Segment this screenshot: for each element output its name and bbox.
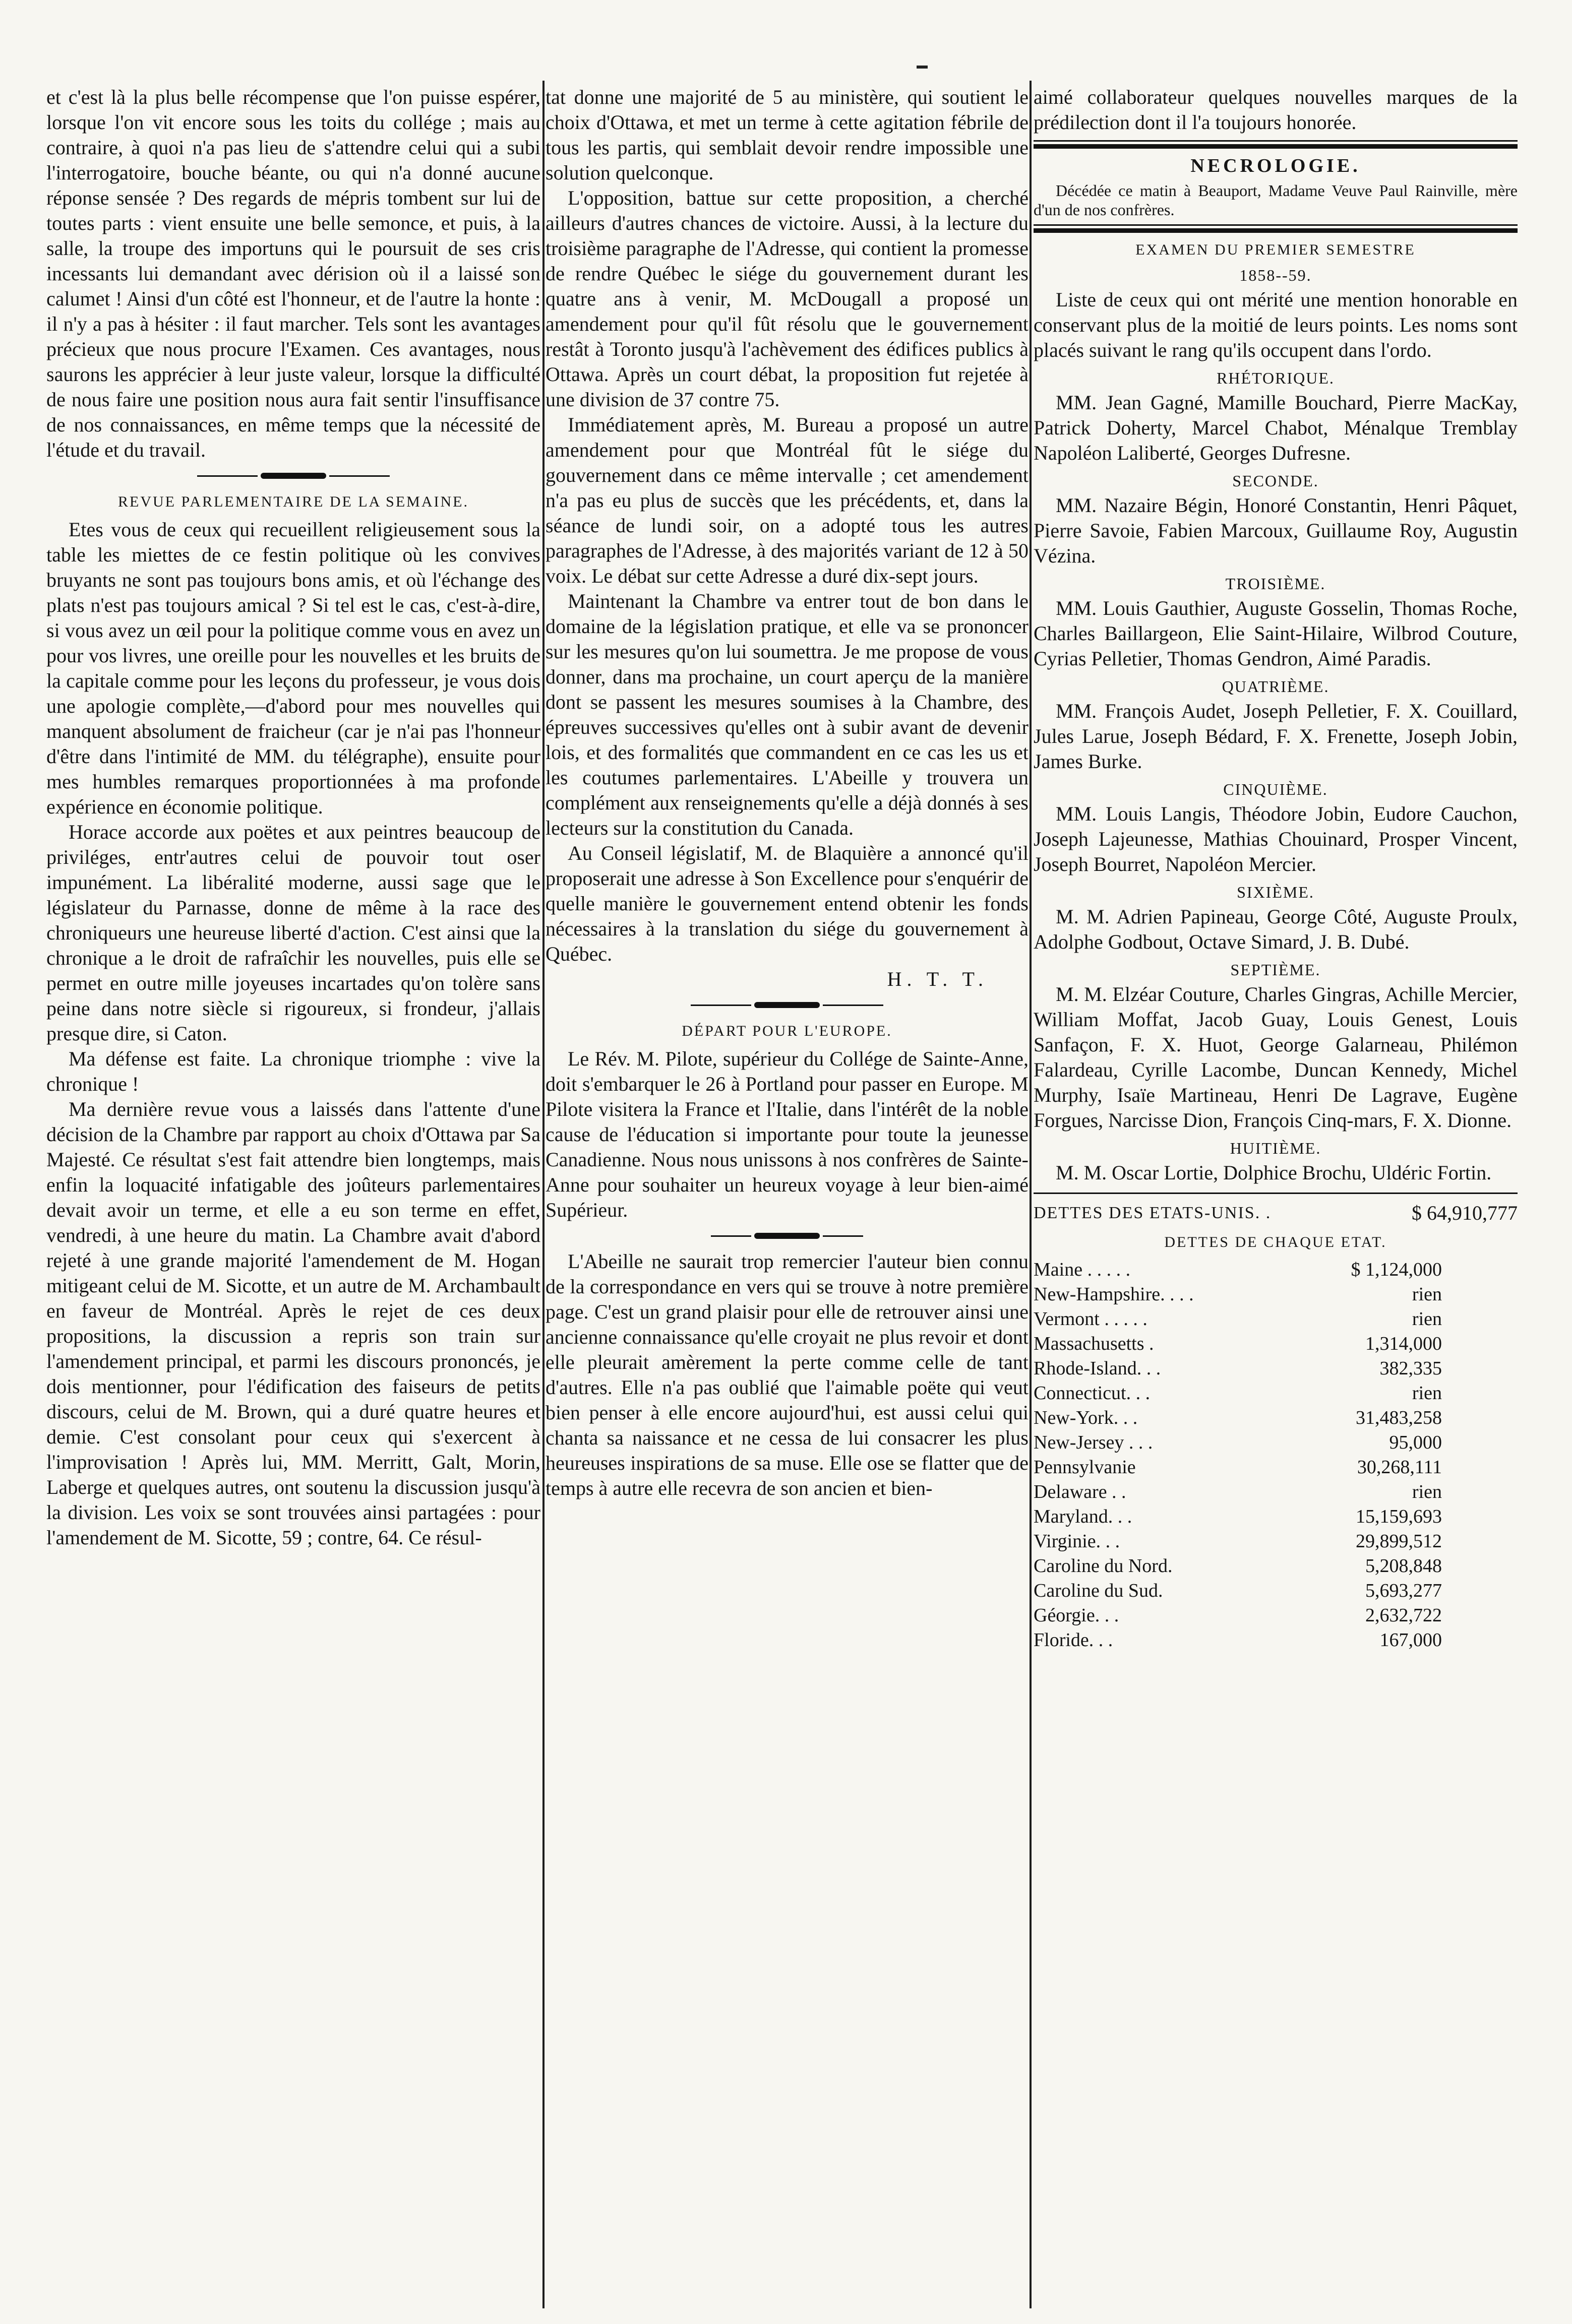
abeille-thanks-paragraph: L'Abeille ne saurait trop remercier l'auteur bien connu de la correspondance en vers qui se trouve à notre première page. C'est un grand plaisir pour elle de retrouver ainsi une ancienne connaissance qu'elle croyait ne plus revoir et dont elle pleurait amèrement la perte comme celle de tant d'autres. Elle n'a pas oublié que l'aimable poëte qui veut bien penser à elle encore aujourd'hui, est aussi celui qui chanta sa naissance et ne cessa de lui consacrer les plus heureuses inspirations de sa muse. Elle ose se flatter que de temps à autre elle recevra de son ancien et bien- xyxy=(546,1250,1029,1499)
us-debt-total xyxy=(1034,1201,1518,1225)
table-row xyxy=(1034,1356,1518,1381)
table-row xyxy=(1034,1258,1518,1282)
class-list-seconde: MM. Nazaire Bégin, Honoré Constantin, Henri Pâquet, Pierre Savoie, Fabien Marcoux, Guillaume Roy, Augustin Vézina. xyxy=(1034,494,1518,567)
revue-paragraph-3: Ma défense est faite. La chronique triomphe : vive la chronique ! xyxy=(46,1047,540,1095)
state-name: New-Hampshire. . . . xyxy=(1034,1284,1194,1305)
state-name: Caroline du Sud. xyxy=(1034,1580,1163,1601)
table-row xyxy=(1034,1504,1518,1529)
state-amount: rien xyxy=(1412,1308,1442,1330)
class-list-huitieme: M. M. Oscar Lortie, Dolphice Brochu, Uldéric Fortin. xyxy=(1056,1161,1492,1184)
state-name: Caroline du Nord. xyxy=(1034,1555,1173,1577)
state-amount: $ 1,124,000 xyxy=(1351,1259,1442,1280)
section-ornament xyxy=(46,467,540,485)
depart-europe-heading: DÉPART POUR L'EUROPE. xyxy=(682,1023,892,1039)
class-heading-huitieme: HUITIÈME. xyxy=(1230,1139,1321,1157)
state-name: Floride. . . xyxy=(1034,1629,1113,1651)
table-row xyxy=(1034,1381,1518,1406)
section-ornament xyxy=(546,996,1029,1014)
revue-paragraph-2: Horace accorde aux poëtes et aux peintres beaucoup de priviléges, entr'autres celui de pouvoir tout oser impunément. La libéralité moderne, aussi sage que le législateur du Parnasse, donne de même à la race des chroniqueurs une heureuse liberté d'action. C'est ainsi que la chronique a le droit de rafraîchir les nouvelles, puis elle se permet en outre mille joyeuses incartades qu'on tolère sans peine dans notre siècle si rigoureux, si frondeur, j'allais presque dire, si Caton. xyxy=(46,821,540,1045)
state-amount: 95,000 xyxy=(1389,1432,1442,1453)
state-amount: 2,632,722 xyxy=(1365,1605,1442,1626)
necrologie-heading: NECROLOGIE. xyxy=(1190,155,1361,176)
state-name: Vermont . . . . . xyxy=(1034,1308,1147,1330)
class-heading-troisieme: TROISIÈME. xyxy=(1225,575,1326,593)
table-row xyxy=(1034,1480,1518,1504)
bureau-amendment-paragraph: Immédiatement après, M. Bureau a proposé un autre amendement pour que Montréal fût le siége du gouvernement dans ce même intervalle ; cet amendement n'a pas eu plus de succès que les précédents, et, dans la séance de lundi soir, on a adopté tous les autres paragraphes de l'Adresse, à des majorités variant de 12 à 50 voix. Le débat sur cette Adresse a duré dix-sept jours. xyxy=(546,413,1029,587)
state-name: Virginie. . . xyxy=(1034,1531,1120,1552)
column-rule-left xyxy=(542,81,545,2308)
abeille-continuation-paragraph: aimé collaborateur quelques nouvelles marques de la prédilection dont il l'a toujours honorée. xyxy=(1034,86,1518,134)
depart-europe-paragraph: Le Rév. M. Pilote, supérieur du Collége de Sainte-Anne, doit s'embarquer le 26 à Portland pour passer en Europe. M Pilote visitera la France et l'Italie, dans l'intérêt de la noble cause de l'éducation si importante pour toute la jeunesse Canadienne. Nous nous unissons à nos confrères de Sainte-Anne pour souhaiter un heureux voyage à leur bien-aimé Supérieur. xyxy=(546,1047,1029,1221)
us-debt-total-label: DETTES DES ETATS-UNIS. . xyxy=(1034,1204,1272,1222)
section-ornament xyxy=(546,1227,1029,1245)
state-name: Delaware . . xyxy=(1034,1481,1126,1502)
section-rule xyxy=(1034,1192,1518,1194)
state-name: Connecticut. . . xyxy=(1034,1383,1151,1404)
class-heading-rhetorique: RHÉTORIQUE. xyxy=(1217,369,1335,387)
state-amount: 29,899,512 xyxy=(1356,1531,1442,1552)
state-name: Massachusetts . xyxy=(1034,1333,1154,1354)
examen-intro: Liste de ceux qui ont mérité une mention honorable en conservant plus de la moitié de leurs points. Les noms sont placés suivant le rang qu'ils occupent dans l'ordo. xyxy=(1034,288,1518,361)
state-amount: 15,159,693 xyxy=(1356,1506,1442,1527)
table-row xyxy=(1034,1282,1518,1307)
column-middle xyxy=(546,85,1029,2302)
double-rule xyxy=(1034,224,1518,233)
table-row xyxy=(1034,1332,1518,1356)
state-name: New-York. . . xyxy=(1034,1407,1138,1428)
class-list-quatrieme: MM. François Audet, Joseph Pelletier, F. X. Couillard, Jules Larue, Joseph Bédard, F. X. Frenette, Joseph Jobin, James Burke. xyxy=(1034,700,1518,773)
column-left xyxy=(46,85,540,2302)
state-amount: 1,314,000 xyxy=(1365,1333,1442,1354)
state-amount: 5,693,277 xyxy=(1365,1580,1442,1601)
author-signature: H. T. T. xyxy=(887,968,988,990)
class-list-troisieme: MM. Louis Gauthier, Auguste Gosselin, Thomas Roche, Charles Baillargeon, Elie Saint-Hilaire, Wilbrod Couture, Cyrias Pelletier, Thomas Gendron, Aimé Paradis. xyxy=(1034,597,1518,670)
state-name: New-Jersey . . . xyxy=(1034,1432,1153,1453)
printer-mark xyxy=(917,66,928,69)
table-row xyxy=(1034,1406,1518,1430)
revue-paragraph-4: Ma dernière revue vous a laissés dans l'attente d'une décision de la Chambre par rapport au choix d'Ottawa par Sa Majesté. Ce résultat s'est fait attendre bien longtemps, mais enfin la loquacité infatigable des joûteurs parlementaires devait avoir un terme, et elle a eu son terme en effet, vendredi, à une heure du matin. La Chambre avait d'abord rejeté à une grande majorité l'amendement de M. Hogan mitigeant celui de M. Sicotte, et un autre de M. Archambault en faveur de Montréal. Après le rejet de ces deux propositions, la discussion a repris son train sur l'amendement principal, et parmi les discours prononcés, je dois mentionner, pour l'édification des faiseurs de petits discours, celui de M. Brown, qui a duré quatre heures et demie. C'est consolant pour ceux qui s'exercent à l'improvisation ! Après lui, MM. Merritt, Galt, Morin, Laberge et quelques autres, ont soutenu la discussion jusqu'à la division. Les voix se sont trouvées ainsi partagées : pour l'amendement de M. Sicotte, 59 ; contre, 64. Ce résul- xyxy=(46,1098,540,1549)
class-heading-seconde: SECONDE. xyxy=(1232,472,1319,490)
class-list-rhetorique: MM. Jean Gagné, Mamille Bouchard, Pierre MacKay, Patrick Doherty, Marcel Chabot, Ménalque Tremblay Napoléon Laliberté, Georges Dufresne. xyxy=(1034,391,1518,464)
state-debts-table xyxy=(1034,1258,1518,1653)
table-row xyxy=(1034,1603,1518,1628)
state-amount: 31,483,258 xyxy=(1356,1407,1442,1428)
conseil-legislatif-paragraph: Au Conseil législatif, M. de Blaquière a annoncé qu'il proposerait une adresse à Son Excellence pour s'enquérir de quelle manière le gouvernement entend obtenir les fonds nécessaires à la translation du siége du gouvernement à Québec. xyxy=(546,842,1029,965)
state-name: Pennsylvanie xyxy=(1034,1457,1136,1478)
column-right xyxy=(1034,85,1518,2302)
examen-heading: EXAMEN DU PREMIER SEMESTRE xyxy=(1135,241,1416,258)
necrologie-notice: Décédée ce matin à Beauport, Madame Veuve Paul Rainville, mère d'un de nos confrères. xyxy=(1034,181,1518,219)
examen-years: 1858--59. xyxy=(1239,266,1312,284)
state-amount: 5,208,848 xyxy=(1365,1555,1442,1577)
class-list-cinquieme: MM. Louis Langis, Théodore Jobin, Eudore Cauchon, Joseph Lajeunesse, Mathias Chouinard, Prosper Vincent, Joseph Bourret, Napoléon Mercier. xyxy=(1034,802,1518,875)
class-list-sixieme: M. M. Adrien Papineau, George Côté, Auguste Proulx, Adolphe Godbout, Octave Simard, J. B. Dubé. xyxy=(1034,905,1518,953)
state-amount: 382,335 xyxy=(1379,1358,1442,1379)
state-amount: 167,000 xyxy=(1379,1629,1442,1651)
chambre-legislation-paragraph: Maintenant la Chambre va entrer tout de bon dans le domaine de la législation pratique, et elle va se prononcer sur les mesures qu'on lui soumettra. Je me propose de vous donner, dans ma prochaine, un court aperçu de la manière dont se passent les mesures soumises à la Chambre, des épreuves successives qu'elles ont à subir avant de devenir lois, et des formalités que commandent en ce cas les us et les coutumes parlementaires. L'Abeille y trouvera un complément aux renseignements qu'elle a déjà donnés à ses lecteurs sur la constitution du Canada. xyxy=(546,590,1029,839)
state-name: Maine . . . . . xyxy=(1034,1259,1131,1280)
table-row xyxy=(1034,1529,1518,1554)
table-row xyxy=(1034,1579,1518,1603)
state-amount: rien xyxy=(1412,1284,1442,1305)
column-rule-right xyxy=(1030,81,1032,2308)
table-row xyxy=(1034,1307,1518,1332)
double-rule xyxy=(1034,140,1518,149)
state-amount: rien xyxy=(1412,1481,1442,1502)
table-row xyxy=(1034,1430,1518,1455)
class-heading-cinquieme: CINQUIÈME. xyxy=(1223,780,1328,798)
class-heading-septieme: SEPTIÈME. xyxy=(1230,961,1321,979)
class-heading-quatrieme: QUATRIÈME. xyxy=(1222,677,1329,696)
state-name: Rhode-Island. . . xyxy=(1034,1358,1161,1379)
revue-paragraph-1: Etes vous de ceux qui recueillent religieusement sous la table les miettes de ce festin politique où les convives bruyants ne sont pas toujours bons amis, et où l'échange des plats n'est pas toujours amical ? Si tel est le cas, c'est-à-dire, si vous avez un œil pour la politique comme vous en avez un pour vos livres, une oreille pour les nouvelles et les bruits de la capitale comme pour les leçons du professeur, je vous dois une apologie complète,—d'abord pour mes nouvelles qui manquent absolument de fraicheur (car je n'ai pas l'honneur d'être dans l'intimité de MM. du télégraphe), ensuite pour mes humbles remarques proportionnées à ma profonde expérience en économie politique. xyxy=(46,518,540,818)
examen-conclusion-paragraph: et c'est là la plus belle récompense que l'on puisse espérer, lorsque l'on vit encore sous les toits du collége ; mais au contraire, à quoi n'a pas lieu de s'attendre celui qui a subi l'interrogatoire, bouche béante, ou qui n'a donné aucune réponse sensée ? Des regards de mépris tombent sur lui de toutes parts : vient ensuite une belle semonce, et puis, à la salle, la troupe des importuns qui le poursuit de ses cris incessants lui demandant avec dérision où il a laissé son calumet ! Ainsi d'un côté est l'honneur, et de l'autre la honte : il n'y a pas à hésiter : il faut marcher. Tels sont les avantages précieux que nous procure l'Examen. Ces avantages, nous saurons les apprécier à leur juste valeur, lorsque la difficulté de nous faire une position nous aura fait sentir l'insuffisance de nos connaissances, en même temps que la nécessité de l'étude et du travail. xyxy=(46,86,540,461)
state-amount: 30,268,111 xyxy=(1357,1457,1442,1478)
us-debt-total-value: $ 64,910,777 xyxy=(1412,1202,1518,1224)
class-list-septieme: M. M. Elzéar Couture, Charles Gingras, Achille Mercier, William Moffat, Jacob Guay, Louis Genest, Louis Sanfaçon, F. X. Huot, George Galarneau, Philémon Falardeau, Cyrille Lacombe, Duncan Kennedy, Michel Murphy, Isaïe Martineau, Henri De Lagrave, Eugène Forgues, Narcisse Dion, François Cinq-mars, F. X. Dionne. xyxy=(1034,983,1518,1132)
revue-continuation-paragraph: tat donne une majorité de 5 au ministère, qui soutient le choix d'Ottawa, et met un terme à cette agitation fébrile de tous les partis, qui semblait devoir rendre impossible une solution quelconque. xyxy=(546,86,1029,184)
table-row xyxy=(1034,1554,1518,1579)
class-heading-sixieme: SIXIÈME. xyxy=(1237,883,1314,901)
table-row xyxy=(1034,1455,1518,1480)
state-amount: rien xyxy=(1412,1383,1442,1404)
state-name: Maryland. . . xyxy=(1034,1506,1132,1527)
revue-parlementaire-heading: REVUE PARLEMENTAIRE DE LA SEMAINE. xyxy=(118,493,469,510)
table-row xyxy=(1034,1628,1518,1653)
state-name: Géorgie. . . xyxy=(1034,1605,1119,1626)
state-debts-heading: DETTES DE CHAQUE ETAT. xyxy=(1164,1234,1387,1250)
opposition-paragraph: L'opposition, battue sur cette proposition, a cherché ailleurs d'autres chances de victoire. Aussi, à la lecture du troisième paragraphe de l'Adresse, qui contient la promesse de rendre Québec le siége du gouvernement durant les quatre ans à venir, M. McDougall a proposé un amendement pour qu'il fût résolu que le gouvernement restât à Toronto jusqu'à l'achèvement des édifices publics à Ottawa. Après un court débat, la proposition fut rejetée à une division de 37 contre 75. xyxy=(546,186,1029,411)
